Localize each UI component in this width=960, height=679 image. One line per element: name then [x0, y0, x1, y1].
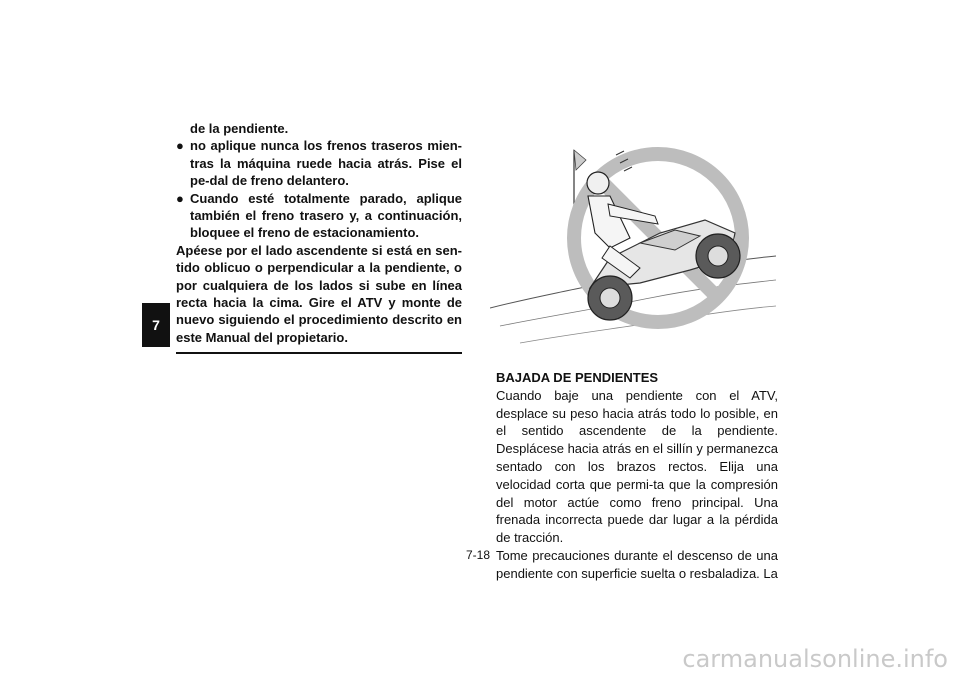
bullet-item [176, 137, 462, 189]
intro-text: de la pendiente. [190, 121, 289, 136]
atv-prohibited-illustration [490, 138, 776, 350]
right-column [496, 369, 778, 583]
bullet-icon: ● [176, 190, 184, 206]
page-number: 7-18 [466, 548, 491, 562]
caution-paragraph: Tome precauciones durante el descenso de una pendiente con superficie suelta o resbaladiza. La [496, 547, 778, 581]
section-heading: BAJADA DE PENDIENTES [496, 370, 659, 385]
watermark-text: carmanualsonline.info [682, 645, 948, 673]
descent-paragraph: Cuando baje una pendiente con el ATV, desplace su peso hacia atrás todo lo posible, en el sentido ascendente de la pendiente. Desplácese hacia atrás en el sillín y permanezca sentado con los brazos rectos. Elija una velocidad corta que permi-ta que la compresión del motor actúe como freno principal. Una frenada incorrecta puede dar lugar a la pérdida de tracción. [496, 387, 778, 546]
left-column [176, 120, 462, 354]
chapter-tab: 7 [142, 303, 170, 347]
bullet-item [176, 190, 462, 242]
section-divider [176, 352, 462, 354]
bullet-icon: ● [176, 138, 184, 154]
bullet-text: Cuando esté totalmente parado, aplique también el freno trasero y, a continuación, bloquee el freno de estacionamiento. [190, 190, 462, 241]
bullet-text: no aplique nunca los frenos traseros mien-tras la máquina ruede hacia atrás. Pise el pe-dal de freno delantero. [190, 138, 462, 189]
dismount-paragraph: Apéese por el lado ascendente si está en sen-tido oblicuo o perpendicular a la pendiente, o por cualquiera de los lados si sube en línea recta hacia la cima. Gire el ATV y monte de nuevo siguiendo el procedimiento descrito en este Manual del propietario. [176, 242, 462, 345]
